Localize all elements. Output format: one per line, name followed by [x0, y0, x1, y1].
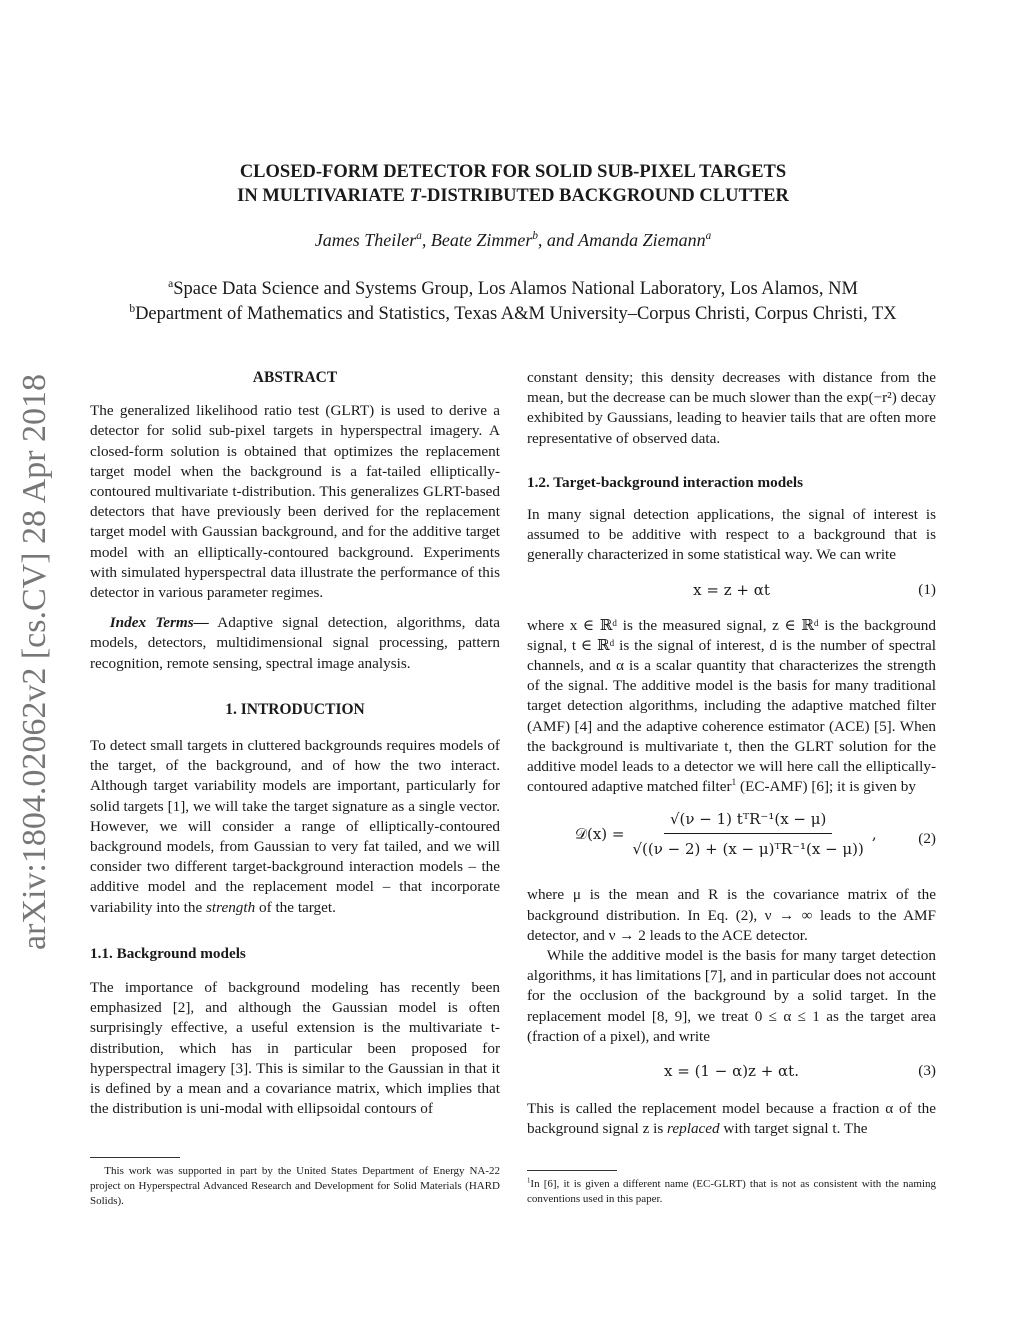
affiliation-a-text: Space Data Science and Systems Group, Los Alamos National Laboratory, Los Alamos, NM	[173, 279, 858, 299]
affiliation-a	[90, 277, 936, 302]
interaction-paragraph-1: In many signal detection applications, the signal of interest is assumed to be additive with respect to a background that is generally characterized in some statistical way. We can write	[527, 506, 936, 564]
arxiv-identifier: arXiv:1804.02062v2 [cs.CV] 28 Apr 2018	[16, 373, 53, 950]
title-t-variable: T	[409, 186, 421, 206]
equation-2-lhs: 𝒟(x) =	[575, 825, 625, 844]
title-line-1: CLOSED-FORM DETECTOR FOR SOLID SUB-PIXEL TARGETS	[239, 162, 787, 182]
introduction-text	[90, 736, 500, 918]
footnote-funding	[90, 1157, 500, 1209]
introduction-text-pre: To detect small targets in cluttered backgrounds requires models of the target, of the background, and of how the two interact. Although target variability models are important, particularly for solid targets [1], we will take the target signature as a single vector. However, we will consider a range of elliptically-contoured background models, from Gaussian to very fat tailed, and we will consider two different target-background interaction models – the additive model and the replacement model – that incorporate variability into the	[90, 737, 500, 916]
author-list	[90, 230, 936, 251]
footnote-1-body: In [6], it is given a different name (EC-GLRT) that is not as consistent with the naming conventions used in this paper.	[527, 1178, 936, 1205]
title-line-2-post: -DISTRIBUTED BACKGROUND CLUTTER	[420, 186, 789, 206]
index-terms-text: Adaptive signal detection, algorithms, data models, detectors, multidimensional signal processing, pattern recognition, remote sensing, spectral image analysis.	[90, 614, 500, 672]
background-models-text: The importance of background modeling has recently been emphasized [2], and although the Gaussian model is often surprisingly effective, a useful extension is the multivariate t-distribution, which has in particular been proposed for hyperspectral imagery [3]. This is similar to the Gaussian in that it is defined by a mean and a covariance matrix, which implies that the distribution is uni-modal with ellipsoidal contours of	[90, 979, 500, 1118]
footnote-1-text	[527, 1177, 936, 1207]
footnote-funding-text: This work was supported in part by the United States Department of Energy NA-22 project on Hyperspectral Advanced Research and Development for Solid Materials (HARD Solids).	[90, 1165, 500, 1207]
affiliation-b-mark: b	[129, 302, 136, 315]
author-3-mark: a	[705, 230, 712, 242]
author-2-mark: b	[532, 230, 538, 242]
equation-3	[527, 1061, 936, 1085]
introduction-text-em: strength	[206, 898, 256, 916]
footnote-1-marker: 1	[731, 778, 737, 789]
author-1: James Theiler	[314, 230, 417, 250]
paper-title	[90, 160, 936, 208]
footnote-1-mark: 1	[527, 1177, 531, 1185]
equation-3-body: x = (1 − α)z + αt.	[664, 1062, 799, 1081]
author-2: Beate Zimmer	[430, 230, 533, 250]
interaction-models-heading: 1.2. Target-background interaction models	[527, 473, 804, 491]
equation-1	[527, 580, 936, 604]
interaction-paragraph-5-pre: This is called the replacement model because a fraction α of the background signal z is	[527, 1100, 936, 1138]
interaction-paragraph-5	[527, 1099, 936, 1139]
introduction-text-post: of the target.	[255, 898, 336, 916]
interaction-paragraph-2-post: (EC-AMF) [6]; it is given by	[736, 778, 916, 796]
footnote-1	[527, 1170, 936, 1207]
background-models-heading: 1.1. Background models	[90, 944, 246, 962]
left-column	[90, 368, 500, 1120]
equation-1-number: (1)	[918, 580, 936, 598]
equation-3-number: (3)	[918, 1062, 936, 1080]
equation-2-number: (2)	[918, 830, 936, 848]
author-1-mark: a	[416, 230, 422, 242]
footnote-rule-left	[90, 1157, 180, 1158]
footnote-rule-right	[527, 1170, 617, 1171]
equation-2-numerator: √(ν − 1) tᵀR⁻¹(x − μ)	[664, 809, 832, 833]
equation-2-tail: ,	[871, 825, 877, 844]
affiliation-b-text: Department of Mathematics and Statistics, Texas A&M University–Corpus Christi, Corpus Christi, TX	[135, 304, 897, 324]
interaction-paragraph-5-post: with target signal t. The	[719, 1120, 868, 1138]
affiliation-b	[90, 302, 936, 327]
author-3: Amanda Ziemann	[578, 230, 706, 250]
interaction-paragraph-4: While the additive model is the basis for many target detection algorithms, it has limitations [7], and in particular does not account for the occlusion of the background by a solid target. In the replacement model [8, 9], we treat 0 ≤ α ≤ 1 as the target area (fraction of a pixel), and write	[527, 947, 936, 1045]
author-sep-2: , and	[537, 230, 579, 250]
equation-2-body	[575, 809, 877, 858]
introduction-heading: 1. INTRODUCTION	[225, 700, 365, 718]
interaction-paragraph-2-text: where x ∈ ℝᵈ is the measured signal, z ∈ ℝᵈ is the background signal, t ∈ ℝᵈ is the signal of interest, d is the number of spectral channels, and α is a scalar quantity that characterizes the strength of the signal. The additive model is the basis for many traditional target detection algorithms, including the adaptive matched filter (AMF) [4] and the adaptive coherence estimator (ACE) [5]. When the background is multivariate t, then the GLRT solution for the additive model leads to a detector we will here call the elliptically-contoured adaptive matched filter	[527, 616, 936, 796]
background-models-continued: constant density; this density decreases with distance from the mean, but the decrease can be much slower than the exp(−r²) decay exhibited by Gaussians, leading to heavier tails that are often more representative of observed data.	[527, 369, 936, 447]
interaction-paragraph-2	[527, 616, 936, 798]
abstract-heading: ABSTRACT	[252, 369, 338, 386]
author-sep-1: ,	[421, 230, 431, 250]
equation-2	[527, 809, 936, 875]
equation-1-body: x = z + αt	[693, 580, 770, 599]
title-line-2	[90, 184, 936, 208]
interaction-paragraph-3: where μ is the mean and R is the covariance matrix of the background distribution. In Eq. (2), ν → ∞ leads to the AMF detector, and ν → 2 leads to the ACE detector.	[527, 886, 936, 944]
abstract-text: The generalized likelihood ratio test (GLRT) is used to derive a detector for solid sub-pixel targets in hyperspectral imagery. A closed-form solution is obtained that optimizes the replacement target model when the background is a fat-tailed elliptically-contoured multivariate t-distribution. This generalizes GLRT-based detectors that have previously been derived for the replacement target model with Gaussian background, and for the additive target model with an elliptically-contoured background. Experiments with simulated hyperspectral data illustrate the performance of this detector in various parameter regimes.	[90, 402, 500, 602]
equation-2-fraction	[632, 809, 863, 858]
interaction-paragraph-5-em: replaced	[667, 1120, 720, 1138]
index-terms	[90, 613, 500, 674]
affiliations	[90, 277, 936, 327]
equation-2-denominator: √((ν − 2) + (x − μ)ᵀR⁻¹(x − μ))	[632, 839, 864, 858]
title-line-2-pre: IN MULTIVARIATE	[237, 186, 410, 206]
affiliation-a-mark: a	[168, 277, 174, 290]
right-column	[527, 368, 936, 1139]
index-terms-label: Index Terms—	[109, 614, 209, 632]
